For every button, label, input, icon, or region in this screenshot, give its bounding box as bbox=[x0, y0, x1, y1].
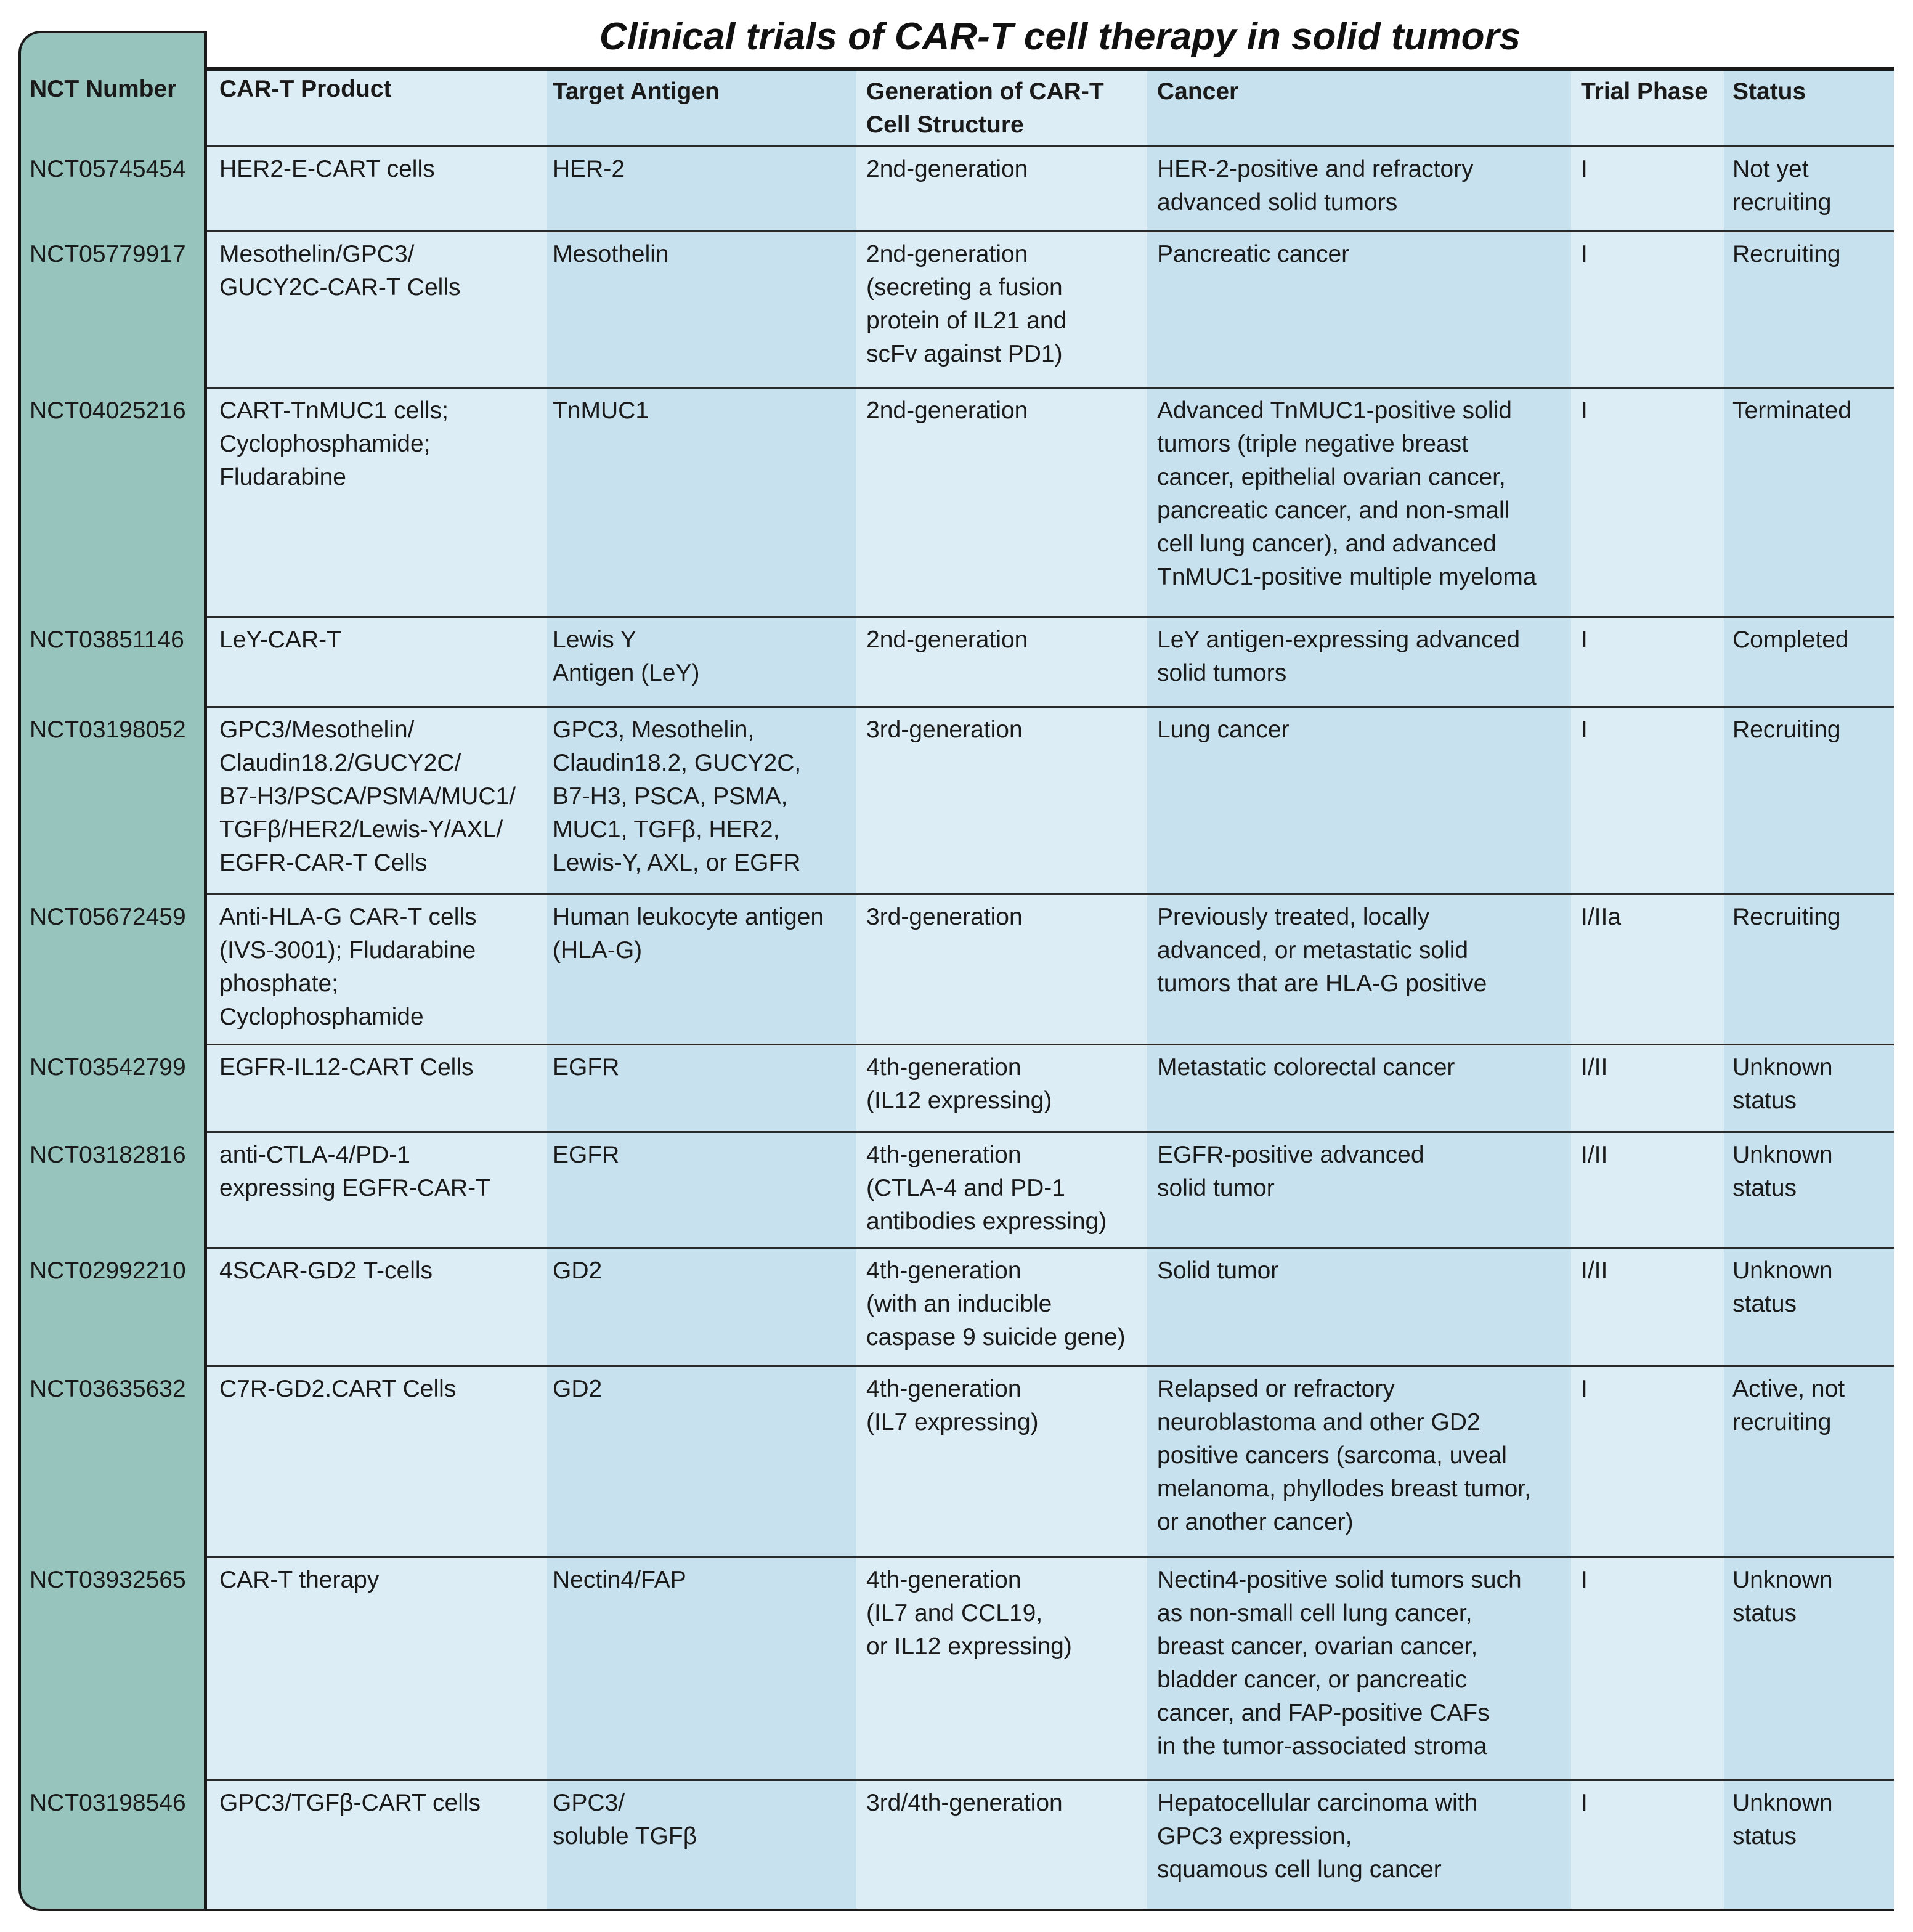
cell-antigen: Lewis Y Antigen (LeY) bbox=[553, 627, 700, 686]
cell-status: Unknown status bbox=[1732, 1257, 1833, 1317]
row-divider bbox=[207, 706, 1894, 708]
cell-antigen: Mesothelin bbox=[553, 241, 669, 267]
row-divider bbox=[207, 616, 1894, 618]
cell-generation: 4th-generation (CTLA-4 and PD-1 antibodies expressing) bbox=[866, 1142, 1107, 1235]
cell-product: GPC3/TGFβ-CART cells bbox=[219, 1790, 481, 1816]
cell-phase: I/II bbox=[1581, 1257, 1608, 1284]
cell-status: Unknown status bbox=[1732, 1054, 1833, 1114]
cell-product: anti-CTLA-4/PD-1 expressing EGFR-CAR-T bbox=[219, 1142, 490, 1201]
cell-generation: 2nd-generation bbox=[866, 156, 1028, 182]
header-generation: Generation of CAR-T Cell Structure bbox=[866, 78, 1104, 138]
cell-product: C7R-GD2.CART Cells bbox=[219, 1376, 457, 1402]
cell-cancer: Metastatic colorectal cancer bbox=[1157, 1054, 1455, 1081]
cell-product: LeY-CAR-T bbox=[219, 627, 341, 653]
cell-generation: 4th-generation (IL12 expressing) bbox=[866, 1054, 1052, 1114]
cell-generation: 4th-generation (IL7 expressing) bbox=[866, 1376, 1039, 1435]
column-bg-status bbox=[1724, 71, 1894, 1910]
cell-status: Not yet recruiting bbox=[1732, 156, 1832, 216]
header-product: CAR-T Product bbox=[219, 76, 392, 102]
cell-cancer: HER-2-positive and refractory advanced solid tumors bbox=[1157, 156, 1474, 216]
header-antigen: Target Antigen bbox=[553, 78, 720, 105]
cell-nct: NCT05779917 bbox=[30, 241, 186, 267]
row-divider bbox=[207, 145, 1894, 147]
cell-generation: 4th-generation (IL7 and CCL19, or IL12 expressing) bbox=[866, 1567, 1072, 1660]
nct-number-column-panel bbox=[18, 31, 207, 1911]
cell-phase: I bbox=[1581, 1376, 1588, 1402]
cell-cancer: LeY antigen-expressing advanced solid tumors bbox=[1157, 627, 1521, 686]
row-divider bbox=[207, 1556, 1894, 1558]
cell-antigen: EGFR bbox=[553, 1054, 620, 1081]
cell-nct: NCT03542799 bbox=[30, 1054, 186, 1081]
cell-generation: 3rd/4th-generation bbox=[866, 1790, 1063, 1816]
cell-status: Recruiting bbox=[1732, 241, 1841, 267]
cell-cancer: Previously treated, locally advanced, or metastatic solid tumors that are HLA-G positive bbox=[1157, 904, 1487, 997]
cell-status: Recruiting bbox=[1732, 904, 1841, 930]
cell-phase: I bbox=[1581, 1790, 1588, 1816]
row-divider bbox=[207, 1044, 1894, 1045]
cell-product: CART-TnMUC1 cells; Cyclophosphamide; Fludarabine bbox=[219, 397, 449, 490]
cell-status: Unknown status bbox=[1732, 1142, 1833, 1201]
cell-product: HER2-E-CART cells bbox=[219, 156, 435, 182]
header-cancer: Cancer bbox=[1157, 78, 1239, 105]
cell-generation: 4th-generation (with an inducible caspase 9 suicide gene) bbox=[866, 1257, 1126, 1350]
cell-product: Anti-HLA-G CAR-T cells (IVS-3001); Fludarabine phosphate; Cyclophosphamide bbox=[219, 904, 477, 1030]
bottom-rule bbox=[207, 1909, 1894, 1911]
cell-status: Unknown status bbox=[1732, 1567, 1833, 1626]
row-divider bbox=[207, 1779, 1894, 1781]
cell-antigen: EGFR bbox=[553, 1142, 620, 1168]
cell-nct: NCT05745454 bbox=[30, 156, 186, 182]
cell-product: EGFR-IL12-CART Cells bbox=[219, 1054, 474, 1081]
cell-antigen: Nectin4/FAP bbox=[553, 1567, 686, 1593]
cell-nct: NCT03198546 bbox=[30, 1790, 186, 1816]
cell-nct: NCT03182816 bbox=[30, 1142, 186, 1168]
column-bg-antigen bbox=[547, 71, 856, 1910]
cell-generation: 2nd-generation bbox=[866, 397, 1028, 424]
cell-product: GPC3/Mesothelin/ Claudin18.2/GUCY2C/ B7-H3/PSCA/PSMA/MUC1/ TGFβ/HER2/Lewis-Y/AXL/ EGFR-CAR-T Cells bbox=[219, 716, 516, 876]
cell-antigen: GPC3/ soluble TGFβ bbox=[553, 1790, 697, 1849]
header-phase: Trial Phase bbox=[1581, 78, 1708, 105]
cell-product: 4SCAR-GD2 T-cells bbox=[219, 1257, 433, 1284]
cell-product: CAR-T therapy bbox=[219, 1567, 380, 1593]
cell-nct: NCT04025216 bbox=[30, 397, 186, 424]
cell-generation: 3rd-generation bbox=[866, 716, 1023, 743]
row-divider bbox=[207, 1365, 1894, 1367]
header-status: Status bbox=[1732, 78, 1806, 105]
cell-antigen: TnMUC1 bbox=[553, 397, 649, 424]
column-bg-phase bbox=[1571, 71, 1724, 1910]
cell-generation: 2nd-generation (secreting a fusion protein of IL21 and scFv against PD1) bbox=[866, 241, 1067, 367]
cell-nct: NCT03635632 bbox=[30, 1376, 186, 1402]
row-divider bbox=[207, 1247, 1894, 1249]
cell-cancer: Advanced TnMUC1-positive solid tumors (triple negative breast cancer, epithelial ovarian cancer, pancreatic cancer, and non-small cell lung cancer), and advanced TnMUC1-positive multiple myeloma bbox=[1157, 397, 1537, 590]
cell-status: Recruiting bbox=[1732, 716, 1841, 743]
row-divider bbox=[207, 230, 1894, 232]
cell-phase: I bbox=[1581, 156, 1588, 182]
cell-antigen: GD2 bbox=[553, 1257, 603, 1284]
header-nct: NCT Number bbox=[30, 76, 177, 102]
cell-status: Active, not recruiting bbox=[1732, 1376, 1845, 1435]
row-divider bbox=[207, 1131, 1894, 1133]
cell-nct: NCT03851146 bbox=[30, 627, 184, 653]
cell-phase: I bbox=[1581, 1567, 1588, 1593]
cell-status: Terminated bbox=[1732, 397, 1851, 424]
cell-antigen: Human leukocyte antigen (HLA-G) bbox=[553, 904, 824, 964]
cell-nct: NCT03198052 bbox=[30, 716, 186, 743]
cell-cancer: Pancreatic cancer bbox=[1157, 241, 1350, 267]
row-divider bbox=[207, 387, 1894, 389]
cell-cancer: Lung cancer bbox=[1157, 716, 1290, 743]
cell-phase: I/IIa bbox=[1581, 904, 1622, 930]
cell-antigen: GD2 bbox=[553, 1376, 603, 1402]
cell-nct: NCT05672459 bbox=[30, 904, 186, 930]
cell-antigen: HER-2 bbox=[553, 156, 625, 182]
cell-antigen: GPC3, Mesothelin, Claudin18.2, GUCY2C, B7-H3, PSCA, PSMA, MUC1, TGFβ, HER2, Lewis-Y, AXL, or EGFR bbox=[553, 716, 802, 876]
cell-nct: NCT03932565 bbox=[30, 1567, 186, 1593]
cell-phase: I/II bbox=[1581, 1142, 1608, 1168]
cell-phase: I/II bbox=[1581, 1054, 1608, 1081]
cell-status: Completed bbox=[1732, 627, 1849, 653]
cell-cancer: Relapsed or refractory neuroblastoma and other GD2 positive cancers (sarcoma, uveal melanoma, phyllodes breast tumor, or another cancer) bbox=[1157, 1376, 1531, 1535]
cell-cancer: EGFR-positive advanced solid tumor bbox=[1157, 1142, 1424, 1201]
cell-generation: 3rd-generation bbox=[866, 904, 1023, 930]
cell-phase: I bbox=[1581, 397, 1588, 424]
table-title: Clinical trials of CAR-T cell therapy in solid tumors bbox=[599, 15, 1521, 58]
cell-cancer: Nectin4-positive solid tumors such as non-small cell lung cancer, breast cancer, ovarian cancer, bladder cancer, or pancreatic cancer, and FAP-positive CAFs in the tumor-associated stroma bbox=[1157, 1567, 1522, 1760]
title-rule bbox=[207, 67, 1894, 71]
cell-phase: I bbox=[1581, 716, 1588, 743]
cell-nct: NCT02992210 bbox=[30, 1257, 186, 1284]
cell-phase: I bbox=[1581, 241, 1588, 267]
row-divider bbox=[207, 893, 1894, 895]
cell-status: Unknown status bbox=[1732, 1790, 1833, 1849]
cell-generation: 2nd-generation bbox=[866, 627, 1028, 653]
cell-phase: I bbox=[1581, 627, 1588, 653]
cell-cancer: Hepatocellular carcinoma with GPC3 expression, squamous cell lung cancer bbox=[1157, 1790, 1478, 1883]
cell-cancer: Solid tumor bbox=[1157, 1257, 1279, 1284]
cell-product: Mesothelin/GPC3/ GUCY2C-CAR-T Cells bbox=[219, 241, 461, 301]
